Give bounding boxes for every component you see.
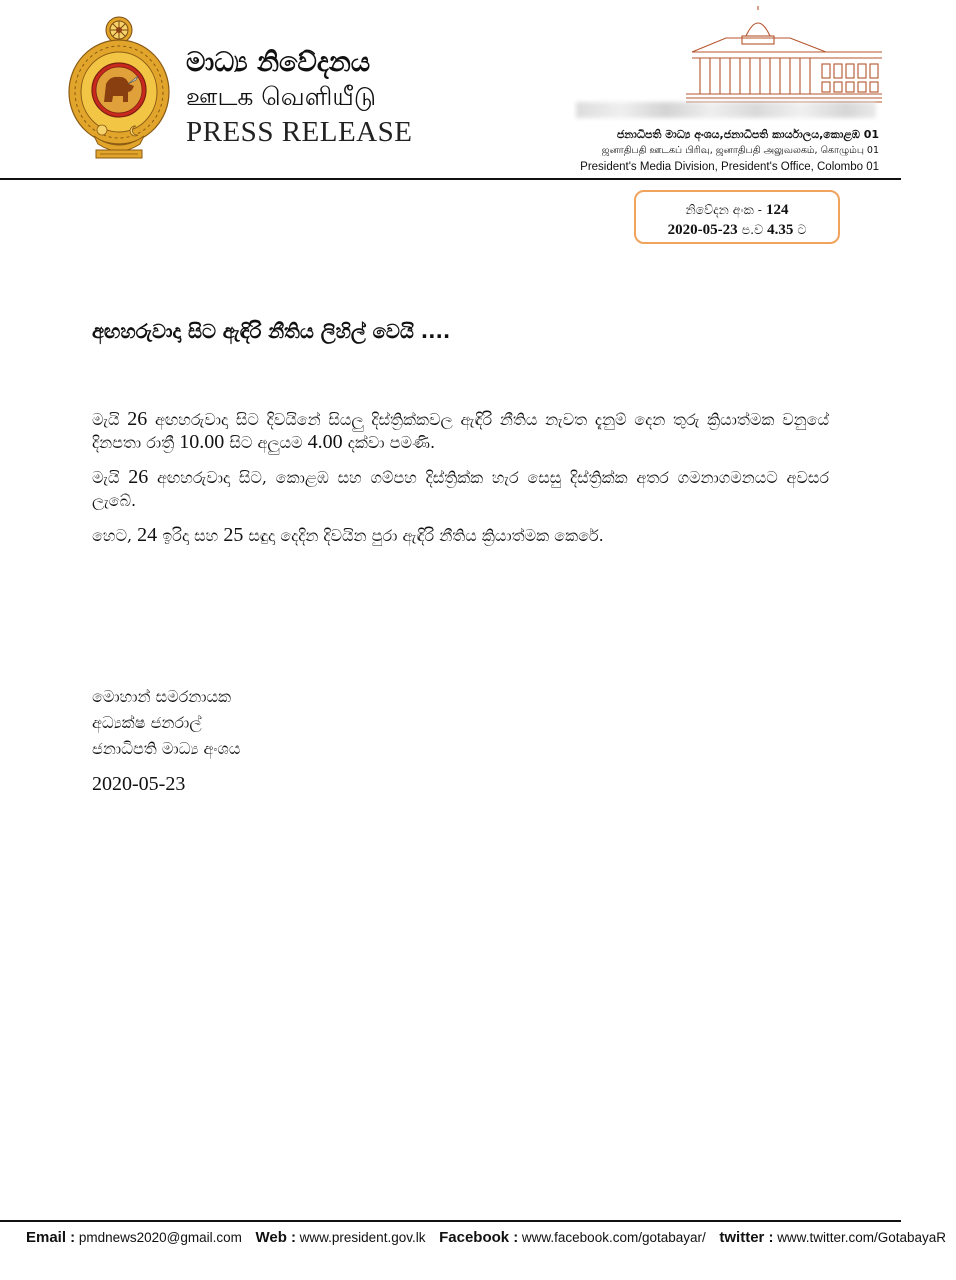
presidential-secretariat-building-icon (686, 6, 882, 104)
office-address-english: President's Media Division, President's Office, Colombo 01 (580, 161, 879, 173)
text: සඳුදා දෙදින දිවයින පුරා ඇඳිරි නීතිය ක්‍රියාත්මක කෙරේ. (243, 526, 604, 545)
release-time: 4.35 (767, 222, 794, 238)
footer-divider (0, 1220, 901, 1222)
text: අඟහරුවාදා සිට, කොළඹ සහ ගම්පහ දිස්ත්‍රික්ක හැර සෙසු දිස්ත්‍රික්ක අතර ගමනාගමනයට අවසර ලැබේ. (92, 468, 829, 510)
release-body (92, 408, 829, 559)
text: හෙට, (92, 526, 138, 545)
signature-date: 2020-05-23 (92, 773, 186, 795)
footer-twitter (719, 1228, 946, 1248)
footer-email (26, 1228, 242, 1248)
text: මැයි (92, 468, 129, 487)
sri-lanka-emblem-icon (66, 14, 172, 160)
paragraph-3 (92, 524, 829, 547)
signatory-title: අධ්‍යක්ෂ ජනරාල් (92, 713, 202, 732)
release-number-label: නිවේදන අංක - (685, 202, 763, 217)
facebook-label: Facebook : (439, 1229, 519, 1246)
release-date: 2020-05-23 (667, 222, 738, 238)
number: 4.00 (307, 431, 343, 453)
masthead-title-tamil: ஊடக வெளியீடு (186, 82, 377, 111)
release-number-value: 124 (766, 202, 789, 218)
text: ඉරිදා සහ (157, 526, 224, 545)
header-divider (0, 178, 901, 180)
web-label: Web : (255, 1229, 297, 1246)
footer-web (255, 1228, 425, 1248)
masthead (186, 46, 412, 150)
office-address-sinhala: ජනාධිපති මාධ්‍ය අංශය,ජනාධිපති කාර්යාලය,කොළඹ 01 (616, 128, 879, 141)
twitter-label: twitter : (719, 1229, 774, 1246)
office-address-tamil: ஜனாதிபதி ஊடகப் பிரிவு, ஜனாதிபதி அலுவலகம், கொழும்பு 01 (601, 145, 879, 156)
text: මැයි (92, 410, 128, 429)
signatory-division: ජනාධිපති මාධ්‍ය අංශය (92, 739, 241, 758)
redacted-line (576, 102, 876, 118)
paragraph-2 (92, 466, 829, 512)
text: දක්වා පමණි. (342, 433, 436, 452)
number: 26 (128, 466, 149, 488)
masthead-title-sinhala: මාධ්‍ය නිවේදනය (186, 47, 371, 78)
email-label: Email : (26, 1229, 76, 1246)
number: 26 (127, 408, 148, 430)
signatory-name: මොහාන් සමරනායක (92, 687, 232, 706)
release-datetime (636, 220, 838, 240)
release-time-prefix: ප.ව (741, 222, 764, 237)
number: 10.00 (179, 431, 225, 453)
footer-facebook (439, 1228, 706, 1248)
contact-footer (26, 1228, 946, 1248)
twitter-link[interactable]: www.twitter.com/GotabayaR (777, 1230, 946, 1245)
email-link[interactable]: pmdnews2020@gmail.com (78, 1230, 242, 1245)
number: 24 (137, 524, 158, 546)
web-link[interactable]: www.president.gov.lk (299, 1230, 426, 1245)
signature-block (92, 684, 240, 798)
text: අඟහරුවාදා සිට දිවයිනේ සියලු දිස්ත්‍රික්කවල ඇඳිරි නීතිය නැවත දැනුම් දෙන තුරු ක්‍රියාත්මක වනුයේ දිනපතා රාත්‍රී (92, 410, 830, 452)
text: සිට අලුයම (224, 433, 308, 452)
release-time-suffix: ට (797, 222, 807, 237)
number: 25 (223, 524, 244, 546)
facebook-link[interactable]: www.facebook.com/gotabayar/ (521, 1230, 706, 1245)
release-number (636, 200, 838, 220)
release-reference-box (634, 190, 840, 244)
masthead-title-english: PRESS RELEASE (186, 116, 413, 148)
paragraph-1 (92, 408, 829, 454)
headline: අඟහරුවාදා සිට ඇඳිරි නීතිය ලිහිල් වෙයි .... (92, 320, 451, 343)
office-address (580, 126, 879, 175)
